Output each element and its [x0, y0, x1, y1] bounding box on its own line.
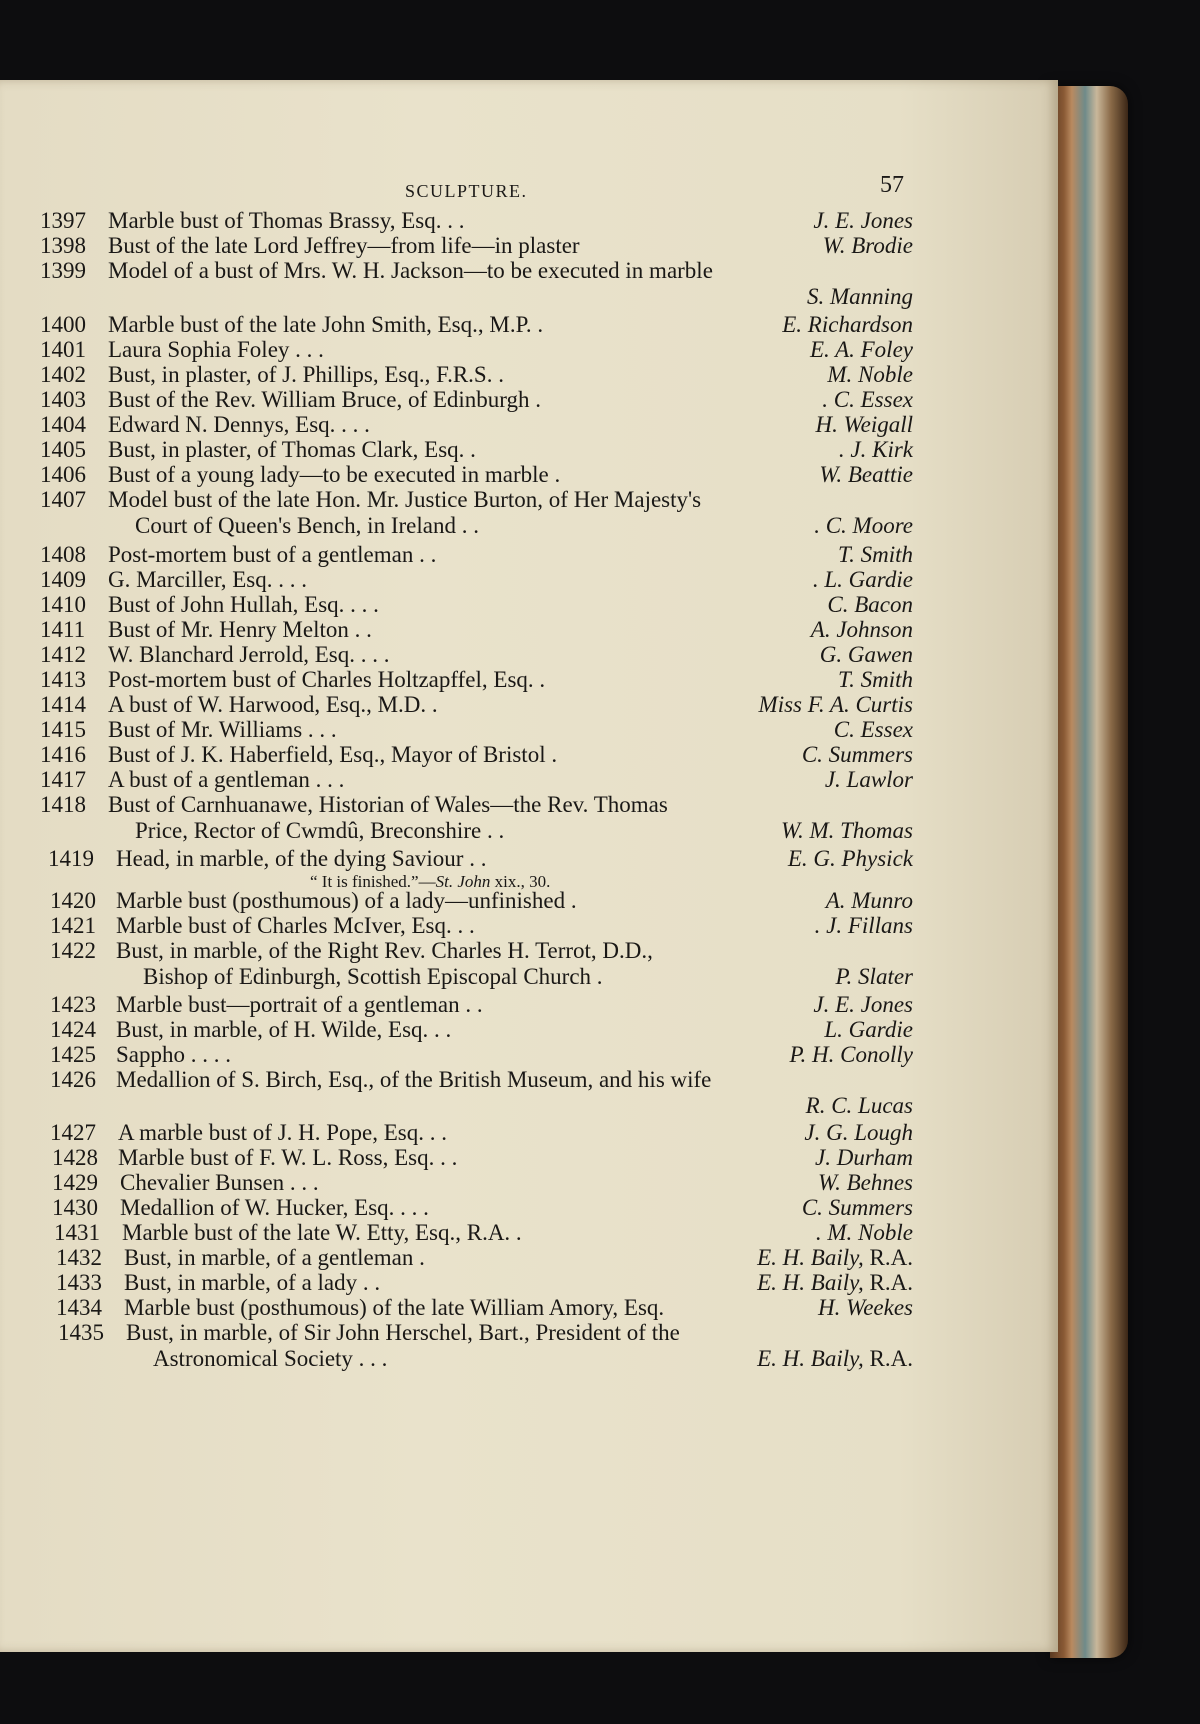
entry-artist	[650, 387, 913, 413]
entry-description: A bust of a gentleman . . .	[108, 767, 345, 792]
entry-number: 1416	[40, 742, 86, 767]
entry-description: Head, in marble, of the dying Saviour . .	[116, 846, 487, 871]
artist-name: . C. Moore	[814, 513, 913, 538]
artist-name: A. Johnson	[810, 617, 913, 642]
entry-description: Model of a bust of Mrs. W. H. Jackson—to be executed in marble	[108, 258, 713, 283]
entry-artist	[650, 312, 913, 338]
entry-artist	[650, 1042, 913, 1068]
entry-description: Bust, in marble, of a lady . .	[124, 1270, 381, 1295]
entry-artist	[650, 1220, 913, 1246]
entry-number: 1430	[52, 1195, 98, 1220]
entry-artist	[650, 717, 913, 743]
entry-artist	[650, 1170, 913, 1196]
entry-artist	[650, 337, 913, 363]
entry-number: 1422	[50, 938, 96, 963]
artist-suffix: R.A.	[863, 1346, 913, 1371]
artist-name: P. H. Conolly	[789, 1042, 913, 1067]
artist-name: J. Durham	[815, 1145, 913, 1170]
entry-description: Medallion of W. Hucker, Esq. . . .	[120, 1195, 429, 1220]
entry-number: 1419	[48, 846, 94, 871]
entry-description: Sappho . . . .	[116, 1042, 231, 1067]
quote-verse: xix., 30.	[490, 872, 551, 891]
entry-number: 1431	[54, 1220, 100, 1245]
entry-description: G. Marciller, Esq. . . .	[108, 567, 308, 592]
entry-description: Marble bust of Charles McIver, Esq. . .	[116, 913, 475, 938]
entry-description-continued: Astronomical Society . . .	[153, 1346, 388, 1371]
entry-artist	[650, 1346, 913, 1372]
entry-artist	[650, 888, 913, 914]
artist-name: C. Bacon	[827, 592, 913, 617]
entry-description: Bust of a young lady—to be executed in marble .	[108, 462, 561, 487]
entry-description: Laura Sophia Foley . . .	[108, 337, 324, 362]
artist-name: A. Munro	[825, 888, 913, 913]
entry-description-continued: Court of Queen's Bench, in Ireland . .	[135, 513, 479, 538]
entry-number: 1408	[40, 542, 86, 567]
entry-artist	[650, 846, 913, 872]
entry-description: Post-mortem bust of Charles Holtzapffel, Esq. .	[108, 667, 546, 692]
entry-number: 1421	[50, 913, 96, 938]
artist-name: C. Summers	[801, 742, 913, 767]
artist-name: W. Beattie	[819, 462, 913, 487]
artist-name: . C. Essex	[822, 387, 913, 412]
entry-artist	[650, 1093, 913, 1119]
entry-description: Bust, in plaster, of J. Phillips, Esq., F.R.S. .	[108, 362, 504, 387]
entry-description: Bust of Carnhuanawe, Historian of Wales—the Rev. Thomas	[108, 792, 668, 817]
artist-name: E. H. Baily,	[757, 1245, 864, 1270]
entry-number: 1410	[40, 592, 86, 617]
entry-artist	[650, 818, 913, 844]
artist-name: . J. Fillans	[814, 913, 913, 938]
entry-description: Post-mortem bust of a gentleman . .	[108, 542, 437, 567]
entry-number: 1406	[40, 462, 86, 487]
artist-name: S. Manning	[806, 284, 913, 309]
entry-artist	[650, 1295, 913, 1321]
entry-artist	[650, 592, 913, 618]
entry-number: 1413	[40, 667, 86, 692]
entry-artist	[650, 462, 913, 488]
entry-number: 1420	[50, 888, 96, 913]
entry-artist	[650, 1195, 913, 1221]
entry-artist	[650, 567, 913, 593]
entry-description: Bust, in marble, of H. Wilde, Esq. . .	[116, 1017, 452, 1042]
artist-name: E. H. Baily,	[757, 1270, 864, 1295]
entry-description-continued: Price, Rector of Cwmdû, Breconshire . .	[135, 818, 505, 843]
artist-name: P. Slater	[835, 964, 913, 989]
entry-number: 1398	[40, 233, 86, 258]
entry-number: 1423	[50, 992, 96, 1017]
artist-name: J. E. Jones	[813, 992, 913, 1017]
entry-artist	[650, 412, 913, 438]
book-edge	[1050, 86, 1128, 1658]
artist-name: E. A. Foley	[809, 337, 913, 362]
entry-number: 1407	[40, 487, 86, 512]
quote-text: “ It is finished.”—	[310, 872, 436, 891]
artist-name: H. Weekes	[818, 1295, 913, 1320]
entry-description: Edward N. Dennys, Esq. . . .	[108, 412, 370, 437]
entry-artist	[650, 742, 913, 768]
artist-name: E. H. Baily,	[757, 1346, 864, 1371]
artist-name: Miss F. A. Curtis	[758, 692, 913, 717]
quote-reference: St. John	[435, 872, 491, 891]
entry-description: Marble bust (posthumous) of the late William Amory, Esq.	[124, 1295, 665, 1320]
entry-artist	[650, 1145, 913, 1171]
entry-number: 1415	[40, 717, 86, 742]
artist-name: J. G. Lough	[804, 1120, 913, 1145]
entry-artist	[650, 1017, 913, 1043]
entry-description: Bust, in marble, of Sir John Herschel, Bart., President of the	[126, 1320, 680, 1345]
entry-number: 1427	[50, 1120, 96, 1145]
entry-number: 1411	[40, 617, 86, 642]
entry-number: 1402	[40, 362, 86, 387]
entry-number: 1399	[40, 258, 86, 283]
entry-artist	[650, 964, 913, 990]
artist-name: W. Brodie	[822, 233, 913, 258]
entry-number: 1412	[40, 642, 86, 667]
entry-number: 1429	[52, 1170, 98, 1195]
artist-suffix: R.A.	[863, 1270, 913, 1295]
entry-number: 1424	[50, 1017, 96, 1042]
artist-name: M. Noble	[827, 362, 913, 387]
entry-artist	[650, 208, 913, 234]
entry-artist	[650, 1120, 913, 1146]
entry-number: 1397	[40, 208, 86, 233]
entry-number: 1403	[40, 387, 86, 412]
entry-number: 1434	[56, 1295, 102, 1320]
entry-artist	[650, 913, 913, 939]
entry-description: Bust of Mr. Williams . . .	[108, 717, 337, 742]
entry-description: A marble bust of J. H. Pope, Esq. . .	[118, 1120, 448, 1145]
artist-name: J. Lawlor	[824, 767, 913, 792]
entry-description: Marble bust of Thomas Brassy, Esq. . .	[108, 208, 465, 233]
entry-number: 1418	[40, 792, 86, 817]
entry-description: Bust of John Hullah, Esq. . . .	[108, 592, 379, 617]
page	[0, 80, 1058, 1652]
entry-description: Marble bust—portrait of a gentleman . .	[116, 992, 483, 1017]
artist-name: T. Smith	[838, 542, 913, 567]
entry-number: 1417	[40, 767, 86, 792]
entry-number: 1409	[40, 567, 86, 592]
entry-number: 1426	[50, 1067, 96, 1092]
artist-name: . M. Noble	[815, 1220, 913, 1245]
entry-number: 1401	[40, 337, 86, 362]
entry-description: Bust of Mr. Henry Melton . .	[108, 617, 372, 642]
entry-artist	[650, 437, 913, 463]
entry-number: 1404	[40, 412, 86, 437]
artist-name: C. Summers	[801, 1195, 913, 1220]
entry-artist	[650, 642, 913, 668]
entry-artist	[650, 284, 913, 310]
entry-description: W. Blanchard Jerrold, Esq. . . .	[108, 642, 390, 667]
entry-description: Bust, in marble, of the Right Rev. Charles H. Terrot, D.D.,	[116, 938, 653, 963]
entry-number: 1405	[40, 437, 86, 462]
artist-name: E. G. Physick	[787, 846, 913, 871]
catalogue-entries	[0, 80, 1058, 1652]
artist-name: R. C. Lucas	[805, 1093, 913, 1118]
entry-artist	[650, 692, 913, 718]
artist-name: W. Behnes	[818, 1170, 913, 1195]
entry-description: Bust of the Rev. William Bruce, of Edinburgh .	[108, 387, 542, 412]
artist-suffix: R.A.	[863, 1245, 913, 1270]
entry-number: 1433	[56, 1270, 102, 1295]
entry-number: 1432	[56, 1245, 102, 1270]
entry-description: Model bust of the late Hon. Mr. Justice Burton, of Her Majesty's	[108, 487, 702, 512]
artist-name: . L. Gardie	[812, 567, 913, 592]
entry-number: 1414	[40, 692, 86, 717]
page-number: 57	[880, 172, 904, 198]
entry-description-continued: Bishop of Edinburgh, Scottish Episcopal Church .	[143, 964, 603, 989]
entry-number: 1428	[52, 1145, 98, 1170]
artist-name: E. Richardson	[782, 312, 913, 337]
entry-description: Marble bust of F. W. L. Ross, Esq. . .	[118, 1145, 458, 1170]
entry-artist	[650, 617, 913, 643]
entry-number: 1435	[58, 1320, 104, 1345]
artist-name: H. Weigall	[815, 412, 913, 437]
entry-number: 1425	[50, 1042, 96, 1067]
entry-description: Marble bust (posthumous) of a lady—unfinished .	[116, 888, 577, 913]
entry-description: Chevalier Bunsen . . .	[120, 1170, 319, 1195]
artist-name: T. Smith	[838, 667, 913, 692]
entry-description: Bust, in marble, of a gentleman .	[124, 1245, 425, 1270]
artist-name: W. M. Thomas	[780, 818, 913, 843]
entry-artist	[650, 1270, 913, 1296]
entry-number: 1400	[40, 312, 86, 337]
entry-artist	[650, 667, 913, 693]
entry-artist	[650, 992, 913, 1018]
entry-artist	[650, 513, 913, 539]
artist-name: L. Gardie	[824, 1017, 913, 1042]
artist-name: G. Gawen	[819, 642, 913, 667]
entry-description: Bust, in plaster, of Thomas Clark, Esq. .	[108, 437, 476, 462]
entry-description: Bust of J. K. Haberfield, Esq., Mayor of Bristol .	[108, 742, 558, 767]
artist-name: J. E. Jones	[813, 208, 913, 233]
entry-artist	[650, 362, 913, 388]
entry-description: Bust of the late Lord Jeffrey—from life—in plaster	[108, 233, 580, 258]
artist-name: C. Essex	[833, 717, 913, 742]
running-head: SCULPTURE.	[405, 181, 528, 201]
entry-artist	[650, 233, 913, 259]
entry-description: Marble bust of the late W. Etty, Esq., R.A. .	[122, 1220, 522, 1245]
entry-description: Marble bust of the late John Smith, Esq., M.P. .	[108, 312, 544, 337]
entry-artist	[650, 1245, 913, 1271]
entry-artist	[650, 767, 913, 793]
artist-name: . J. Kirk	[838, 437, 913, 462]
entry-description: A bust of W. Harwood, Esq., M.D. .	[108, 692, 438, 717]
entry-artist	[650, 542, 913, 568]
entry-description: Medallion of S. Birch, Esq., of the British Museum, and his wife	[116, 1067, 712, 1092]
